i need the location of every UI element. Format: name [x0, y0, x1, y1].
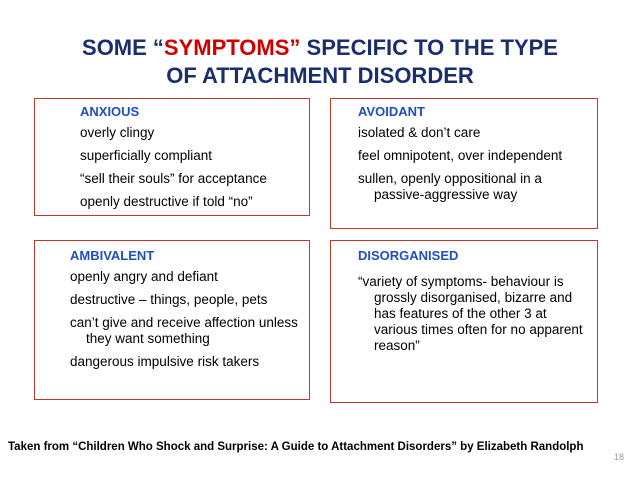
list-item: overly clingy	[80, 125, 155, 140]
list-item: openly angry and defiant	[70, 269, 218, 284]
list-item: openly destructive if told “no”	[80, 194, 253, 209]
list-item: “sell their souls” for acceptance	[80, 171, 267, 186]
page-number: 18	[613, 452, 624, 462]
avoidant-heading: AVOIDANT	[358, 104, 425, 119]
anxious-box	[34, 98, 310, 216]
title-suffix: SPECIFIC TO THE TYPE	[300, 35, 558, 60]
list-item: “variety of symptoms- behaviour is grossly disorganised, bizarre and has features of the other 3 at various times often for no apparent reason”	[358, 274, 583, 353]
disorganised-box	[330, 240, 598, 403]
title-line2: OF ATTACHMENT DISORDER	[166, 63, 474, 88]
list-item: isolated & don’t care	[358, 125, 481, 140]
list-item: destructive – things, people, pets	[70, 292, 268, 307]
ambivalent-box	[34, 240, 310, 400]
disorganised-heading: DISORGANISED	[358, 248, 459, 263]
list-item: sullen, openly oppositional in a passive-aggressive way	[358, 171, 542, 202]
list-item: dangerous impulsive risk takers	[70, 354, 260, 369]
list-item: superficially compliant	[80, 148, 213, 163]
list-item: can’t give and receive affection unless they want something	[70, 315, 298, 346]
list-item: feel omnipotent, over independent	[358, 148, 563, 163]
title-prefix: SOME “	[82, 35, 164, 60]
slide-title	[20, 34, 620, 90]
anxious-heading: ANXIOUS	[80, 104, 140, 119]
ambivalent-heading: AMBIVALENT	[70, 248, 155, 263]
avoidant-box	[330, 98, 598, 229]
source-citation: Taken from “Children Who Shock and Surprise: A Guide to Attachment Disorders” by Elizabeth Randolph	[8, 441, 584, 453]
title-highlight: SYMPTOMS”	[163, 35, 301, 60]
